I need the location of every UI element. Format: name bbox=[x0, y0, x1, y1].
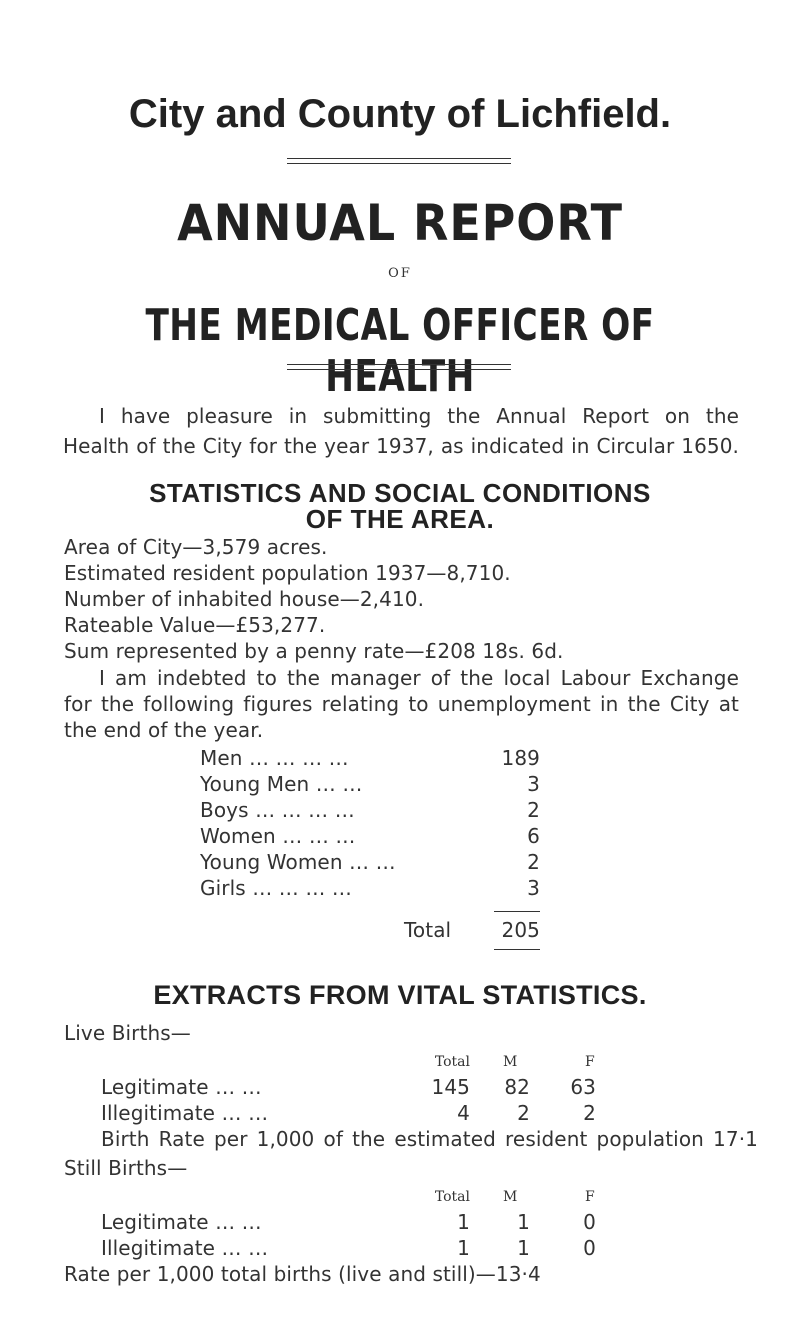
unemployment-label-boys: Boys … … … … bbox=[200, 798, 355, 822]
title-rule-bottom bbox=[287, 163, 511, 164]
intro-line-1: I have pleasure in submitting the Annual Report on the bbox=[99, 404, 739, 428]
still-births-illegitimate-total: 1 bbox=[457, 1236, 470, 1260]
still-births-legitimate-f: 0 bbox=[583, 1210, 596, 1234]
unemployment-label-girls: Girls … … … … bbox=[200, 876, 352, 900]
live-births-illegitimate-total: 4 bbox=[457, 1101, 470, 1125]
fact-houses: Number of inhabited house—2,410. bbox=[64, 587, 425, 611]
of-word: OF bbox=[388, 266, 412, 281]
still-births-illegitimate-f: 0 bbox=[583, 1236, 596, 1260]
still-births-legitimate-m: 1 bbox=[517, 1210, 530, 1234]
still-births-legitimate-total: 1 bbox=[457, 1210, 470, 1234]
still-births-illegitimate-m: 1 bbox=[517, 1236, 530, 1260]
live-births-col-m: M bbox=[503, 1054, 518, 1070]
unemployment-label-young-women: Young Women … … bbox=[200, 850, 396, 874]
birth-rate-line: Birth Rate per 1,000 of the estimated resident population 17·1 bbox=[101, 1127, 758, 1151]
document-title: City and County of Lichfield. bbox=[128, 92, 672, 136]
live-births-illegitimate-f: 2 bbox=[583, 1101, 596, 1125]
fact-area: Area of City—3,579 acres. bbox=[64, 535, 328, 559]
unemployment-intro-3: the end of the year. bbox=[64, 718, 264, 742]
unemployment-value-men: 189 bbox=[501, 746, 540, 770]
unemployment-intro-2: for the following figures relating to unemployment in the City at bbox=[64, 692, 739, 716]
still-births-legitimate-label: Legitimate … … bbox=[101, 1210, 262, 1234]
total-label: Total bbox=[404, 918, 452, 942]
report-heading: ANNUAL REPORT bbox=[177, 194, 623, 252]
live-births-illegitimate-label: Illegitimate … … bbox=[101, 1101, 269, 1125]
officer-heading: THE MEDICAL OFFICER OF HEALTH bbox=[145, 300, 655, 402]
still-births-label: Still Births— bbox=[64, 1156, 188, 1180]
total-rule-top bbox=[494, 911, 540, 912]
vital-statistics-heading: EXTRACTS FROM VITAL STATISTICS. bbox=[153, 980, 647, 1010]
officer-rule-top bbox=[287, 364, 511, 365]
unemployment-label-young-men: Young Men … … bbox=[200, 772, 363, 796]
unemployment-label-men: Men … … … … bbox=[200, 746, 349, 770]
fact-penny-rate: Sum represented by a penny rate—£208 18s. 6d. bbox=[64, 639, 564, 663]
statistics-heading-line-1: STATISTICS AND SOCIAL CONDITIONS bbox=[149, 478, 651, 508]
live-births-legitimate-label: Legitimate … … bbox=[101, 1075, 262, 1099]
fact-rateable-value: Rateable Value—£53,277. bbox=[64, 613, 326, 637]
fact-population: Estimated resident population 1937—8,710. bbox=[64, 561, 511, 585]
live-births-col-total: Total bbox=[434, 1054, 470, 1070]
still-births-col-total: Total bbox=[434, 1189, 470, 1205]
title-rule-top bbox=[287, 158, 511, 159]
total-value: 205 bbox=[501, 918, 540, 942]
still-births-col-f: F bbox=[585, 1189, 595, 1205]
unemployment-label-women: Women … … … bbox=[200, 824, 356, 848]
unemployment-value-women: 6 bbox=[527, 824, 540, 848]
unemployment-intro-1: I am indebted to the manager of the local Labour Exchange bbox=[99, 666, 739, 690]
still-births-illegitimate-label: Illegitimate … … bbox=[101, 1236, 269, 1260]
live-births-legitimate-m: 82 bbox=[504, 1075, 530, 1099]
intro-line-2: Health of the City for the year 1937, as indicated in Circular 1650. bbox=[63, 434, 739, 458]
unemployment-value-young-men: 3 bbox=[527, 772, 540, 796]
officer-rule-bottom bbox=[287, 369, 511, 370]
live-births-illegitimate-m: 2 bbox=[517, 1101, 530, 1125]
still-birth-rate-line: Rate per 1,000 total births (live and still)—13·4 bbox=[64, 1262, 541, 1286]
statistics-heading-line-2: OF THE AREA. bbox=[305, 504, 495, 534]
live-births-legitimate-f: 63 bbox=[570, 1075, 596, 1099]
unemployment-value-girls: 3 bbox=[527, 876, 540, 900]
total-rule-bottom bbox=[494, 949, 540, 950]
unemployment-value-boys: 2 bbox=[527, 798, 540, 822]
still-births-col-m: M bbox=[503, 1189, 518, 1205]
live-births-col-f: F bbox=[585, 1054, 595, 1070]
live-births-legitimate-total: 145 bbox=[431, 1075, 470, 1099]
unemployment-value-young-women: 2 bbox=[527, 850, 540, 874]
live-births-label: Live Births— bbox=[64, 1021, 191, 1045]
